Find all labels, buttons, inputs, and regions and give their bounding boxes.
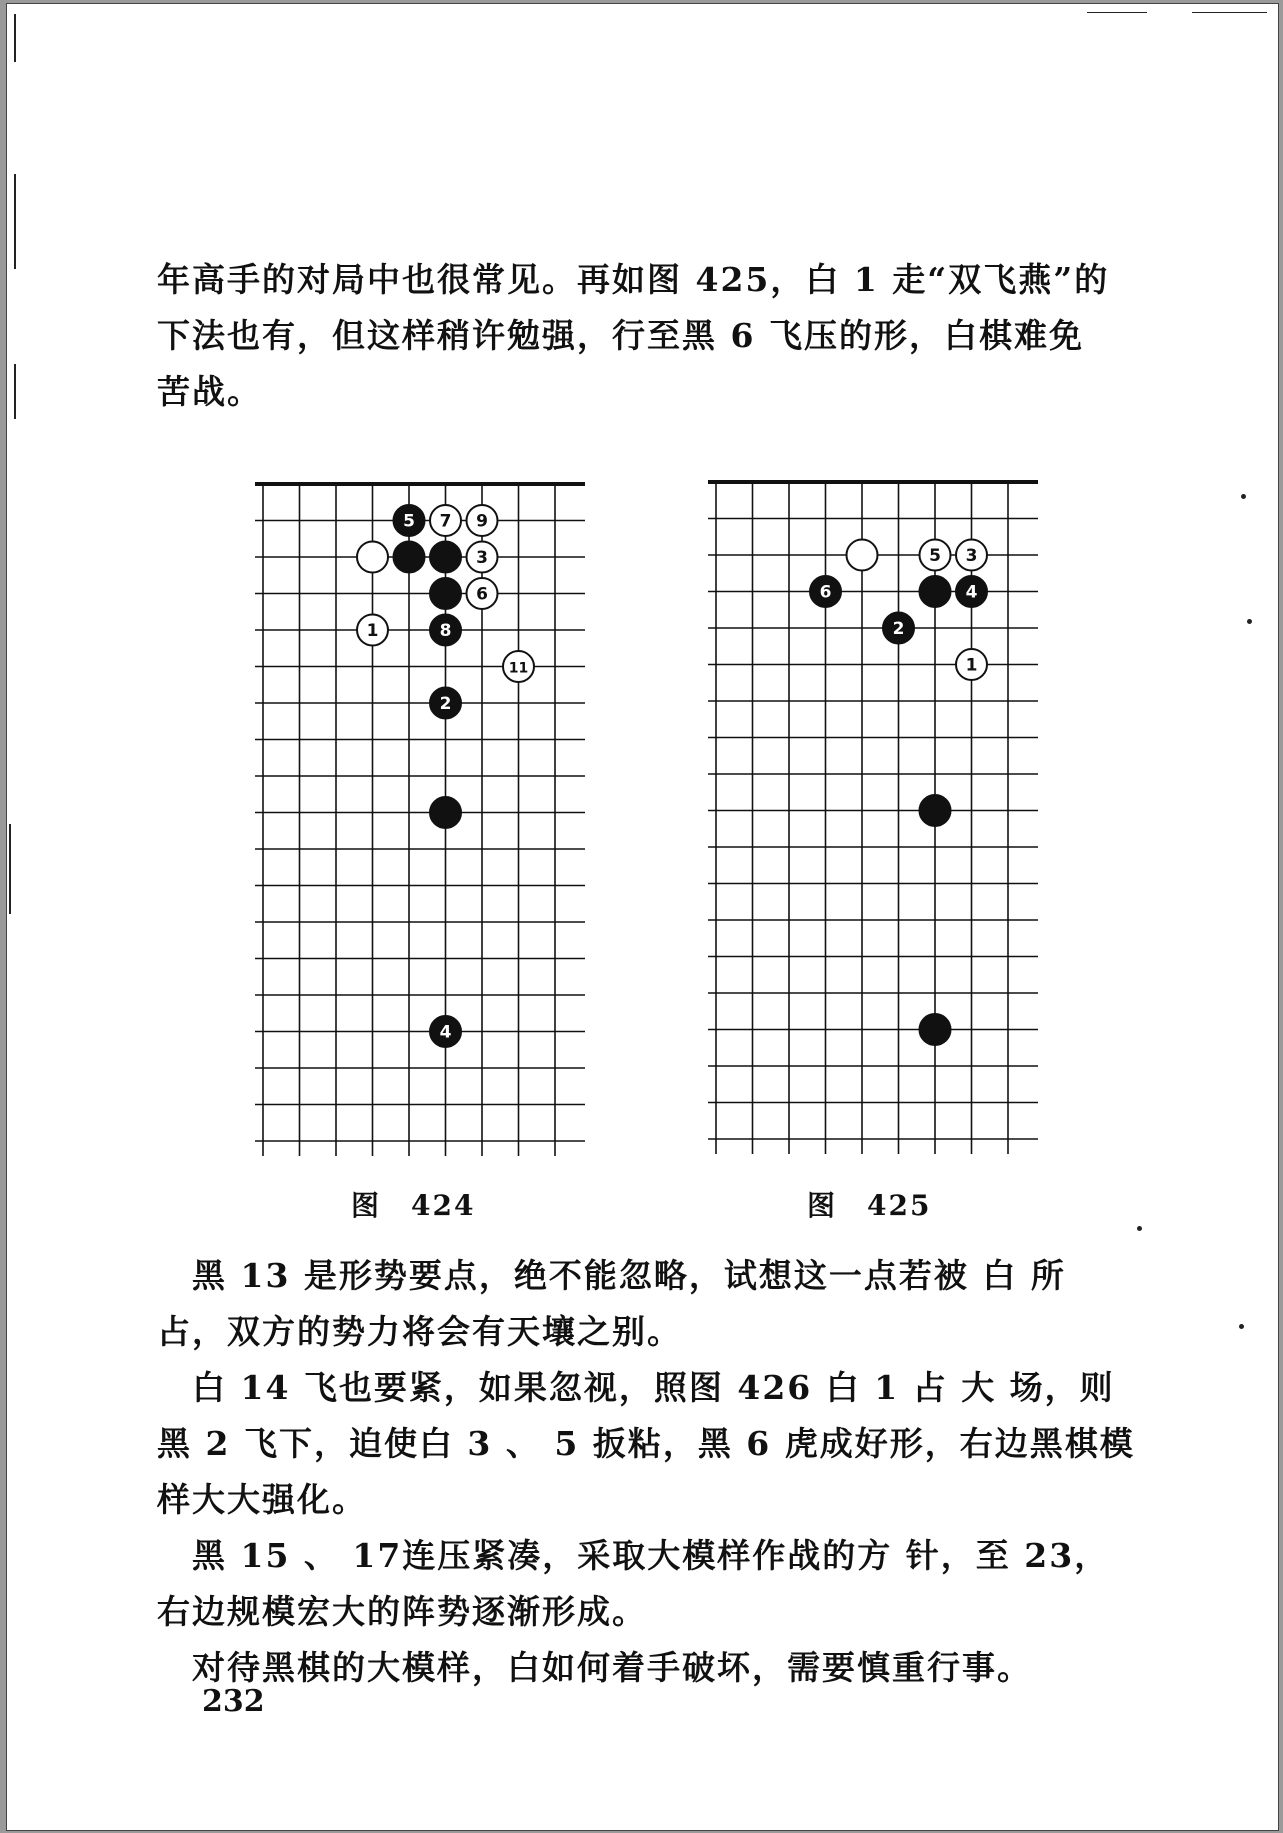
white-stone (467, 542, 498, 573)
paragraph-intro (157, 252, 1109, 420)
black-stone (394, 505, 425, 536)
scan-speck (1239, 1324, 1244, 1329)
text-line: 黑 15 、 17连压紧凑，采取大模样作战的方 针，至 23， (157, 1536, 1110, 1575)
scan-speck (1247, 619, 1252, 624)
scan-edge-mark (14, 14, 16, 62)
scan-edge-mark (14, 364, 16, 419)
svg-text:1: 1 (366, 621, 379, 641)
paragraph-white-14 (157, 1360, 1135, 1528)
scan-edge-mark (1087, 12, 1147, 13)
white-stone (920, 540, 951, 571)
text-line: 年高手的对局中也很常见。再如图 425，白 1 走“双飞燕”的 (157, 260, 1110, 299)
paragraph-black-15-17 (157, 1528, 1109, 1640)
scan-edge-mark (14, 174, 16, 269)
paragraph-white-response (157, 1640, 1032, 1696)
scan-speck (1241, 494, 1246, 499)
white-stone (467, 505, 498, 536)
text-line: 苦战。 (157, 372, 262, 411)
text-line: 右边规模宏大的阵势逐渐形成。 (157, 1592, 647, 1631)
white-stone (357, 542, 388, 573)
svg-text:2: 2 (439, 694, 452, 714)
svg-text:8: 8 (439, 621, 452, 641)
text-line: 占，双方的势力将会有天壤之别。 (157, 1312, 682, 1351)
svg-text:6: 6 (819, 582, 832, 603)
text-line: 黑 2 飞下，迫使白 3 、 5 扳粘，黑 6 虎成好形，右边黑棋模 (157, 1424, 1135, 1463)
svg-text:5: 5 (403, 511, 415, 532)
white-stone (956, 540, 987, 571)
svg-text:9: 9 (476, 511, 488, 532)
black-stone (883, 613, 914, 644)
go-board-figure-424 (255, 476, 585, 1156)
scan-speck (1137, 1226, 1142, 1231)
text-line: 下法也有，但这样稍许勉强，行至黑 6 飞压的形，白棋难免 (157, 316, 1084, 355)
black-stone (430, 797, 461, 828)
black-stone (430, 688, 461, 719)
svg-text:7: 7 (439, 511, 452, 532)
svg-text:6: 6 (476, 584, 488, 605)
black-stone (920, 1014, 951, 1045)
page-number: 232 (202, 1684, 265, 1719)
text-line: 样大大强化。 (157, 1480, 367, 1519)
white-stone (503, 651, 534, 682)
black-stone (810, 576, 841, 607)
svg-text:4: 4 (965, 582, 978, 603)
white-stone (357, 615, 388, 646)
text-line: 白 14 飞也要紧，如果忽视，照图 426 白 1 占 大 场，则 (157, 1368, 1115, 1407)
go-board-figure-425 (708, 474, 1038, 1154)
book-page (6, 3, 1279, 1831)
figure-caption-424: 图 424 (351, 1189, 476, 1222)
black-stone (920, 576, 951, 607)
svg-text:1: 1 (965, 655, 978, 676)
black-stone (956, 576, 987, 607)
paragraph-black-13 (157, 1248, 1066, 1360)
black-stone (430, 578, 461, 609)
text-line: 对待黑棋的大模样，白如何着手破坏，需要慎重行事。 (157, 1648, 1032, 1687)
black-stone (430, 542, 461, 573)
white-stone (956, 649, 987, 680)
scan-edge-mark (9, 824, 11, 914)
white-stone (847, 540, 878, 571)
svg-text:4: 4 (439, 1022, 452, 1043)
text-line: 黑 13 是形势要点，绝不能忽略，试想这一点若被 白 所 (157, 1256, 1066, 1295)
black-stone (430, 1016, 461, 1047)
black-stone (394, 542, 425, 573)
svg-text:11: 11 (508, 660, 529, 677)
black-stone (920, 795, 951, 826)
white-stone (430, 505, 461, 536)
svg-text:3: 3 (965, 546, 978, 566)
svg-text:2: 2 (892, 619, 905, 639)
white-stone (467, 578, 498, 609)
scan-edge-mark (1192, 12, 1267, 13)
figure-caption-425: 图 425 (807, 1189, 932, 1222)
black-stone (430, 615, 461, 646)
svg-text:3: 3 (476, 548, 488, 568)
svg-text:5: 5 (929, 546, 941, 566)
